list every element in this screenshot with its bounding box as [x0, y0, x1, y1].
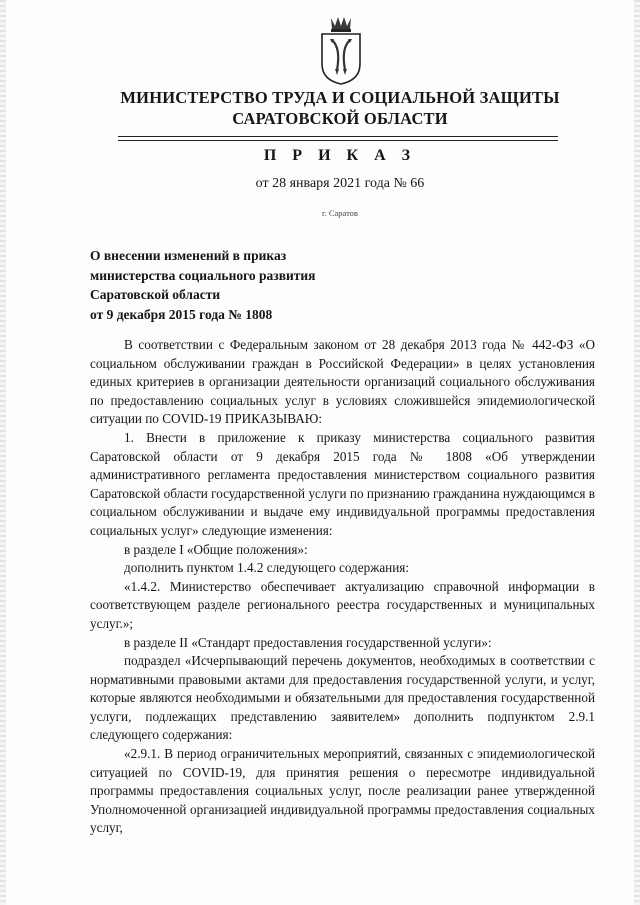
- body-paragraph-add-1-4-2: дополнить пунктом 1.4.2 следующего содержания:: [124, 560, 410, 576]
- order-subject: [90, 246, 410, 324]
- ministry-name-line2: САРАТОВСКОЙ ОБЛАСТИ: [232, 109, 448, 128]
- city-label: г. Саратов: [322, 208, 358, 218]
- order-title: П Р И К А З: [263, 147, 417, 164]
- subject-line: Саратовской области: [90, 287, 221, 302]
- coat-of-arms-emblem: [319, 14, 363, 86]
- subject-line: министерства социального развития: [90, 267, 316, 283]
- body-paragraph-section-1: в разделе I «Общие положения»:: [124, 541, 308, 557]
- body-paragraph-item-1: 1. Внести в приложение к приказу министерства социального развития Саратовской области от 9 декабря 2015 года № 1808 «Об утверждении административного регламента предоставления министерством социального развития Саратовской области государственной услуги по признанию гражданина нуждающимся в социальном обслуживании и выдаче ему индивидуальной программы предоставления социальных услуг» следующие изменения:: [90, 429, 595, 538]
- order-date-number: от 28 января 2021 года № 66: [255, 176, 425, 191]
- body-paragraph-subsection: подраздел «Исчерпывающий перечень документов, необходимых в соответствии с нормативными правовыми актами для предоставления государственной услуги, и услуг, которые являются необходимыми и обязательными для предоставления государственной услуги, подлежащих представлению заявителем» дополнить подпунктом 2.9.1 следующего содержания:: [90, 653, 595, 743]
- body-paragraph-section-2: в разделе II «Стандарт предоставления государственной услуги»:: [124, 634, 492, 650]
- header-divider-thick: [118, 136, 558, 137]
- header-divider-thin: [118, 140, 558, 141]
- order-body: [90, 336, 595, 838]
- body-paragraph-2-9-1: «2.9.1. В период ограничительных мероприятий, связанных с эпидемиологической ситуацией по COVID-19, для принятия решения о пересмотре индивидуальной программы предоставления социальных услуг, после реализации ранее утвержденной Уполномоченной организацией индивидуальной программы предоставления социальных услуг,: [90, 746, 595, 836]
- body-paragraph-preamble: В соответствии с Федеральным законом от 28 декабря 2013 года № 442-ФЗ «О социальном обслуживании граждан в Российской Федерации» в целях установления единых критериев в организации деятельности организаций социального обслуживания по предоставлению социальных услуг в условиях сложившейся эпидемиологической ситуации по COVID-19 ПРИКАЗЫВАЮ:: [90, 337, 595, 427]
- body-paragraph-1-4-2: «1.4.2. Министерство обеспечивает актуализацию справочной информации в соответствующем разделе регионального реестра государственных и муниципальных услуг.»;: [90, 578, 595, 631]
- scan-edge-left: [0, 0, 6, 905]
- subject-line: от 9 декабря 2015 года № 1808: [90, 306, 273, 322]
- ministry-name-line1: МИНИСТЕРСТВО ТРУДА И СОЦИАЛЬНОЙ ЗАЩИТЫ: [120, 88, 560, 107]
- scan-edge-right: [634, 0, 640, 905]
- subject-line: О внесении изменений в приказ: [90, 248, 287, 263]
